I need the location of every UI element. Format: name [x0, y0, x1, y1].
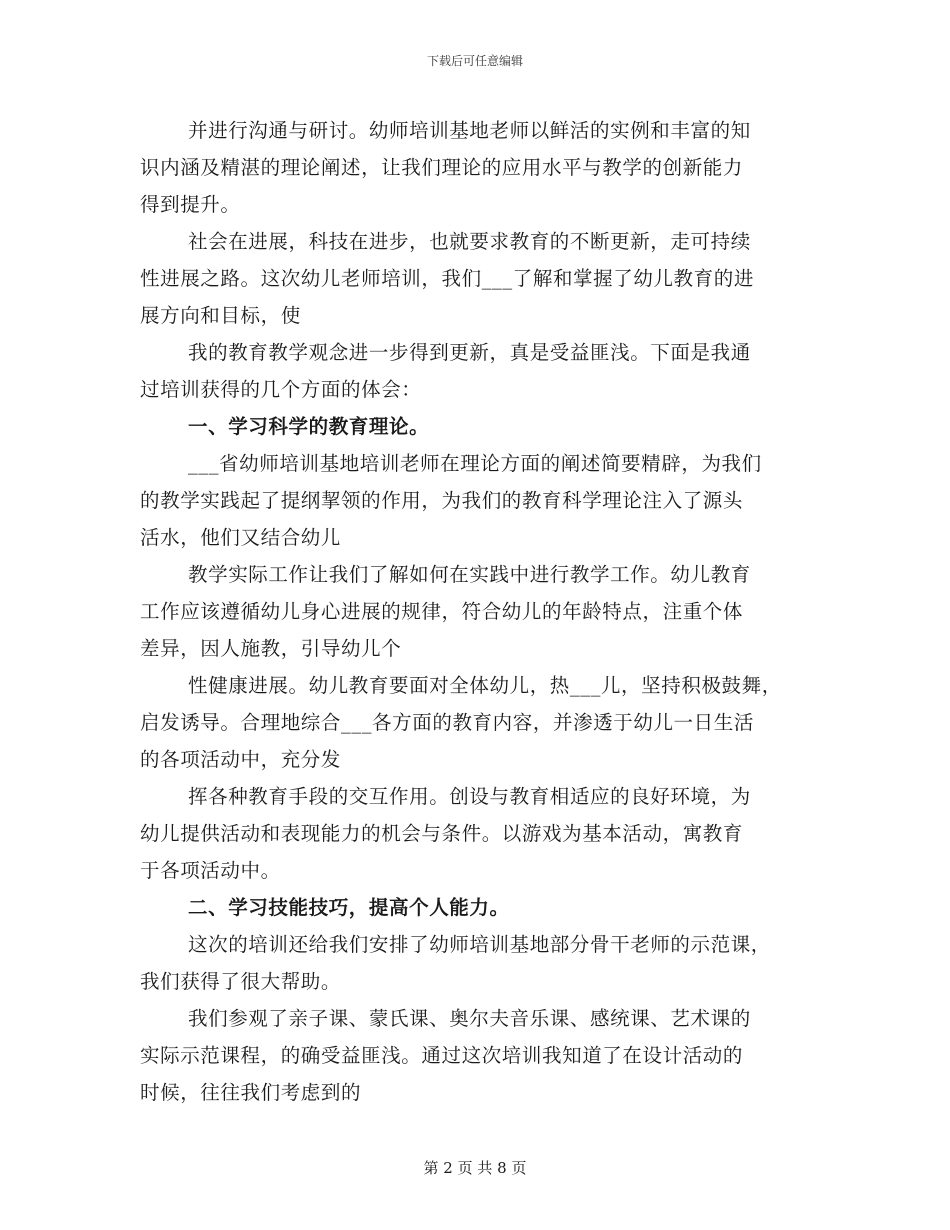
text-line: 活水，他们又结合幼儿	[140, 526, 342, 549]
text-line: 性健康进展。幼儿教育要面对全体幼儿，热___儿，坚持积极鼓舞，	[188, 674, 782, 697]
page-footer: 第 2 页 共 8 页	[423, 1159, 527, 1177]
text-line: 性进展之路。这次幼儿老师培训，我们___了解和掌握了幼儿教育的进	[140, 267, 754, 290]
text-line: 我的教育教学观念进一步得到更新，真是受益匪浅。下面是我通	[188, 341, 751, 364]
text-line: 启发诱导。合理地综合___各方面的教育内容，并渗透于幼儿一日生活	[140, 711, 754, 734]
text-line: 这次的培训还给我们安排了幼师培训基地部分骨干老师的示范课，	[188, 933, 771, 956]
text-line: 时候，往往我们考虑到的	[140, 1081, 362, 1104]
text-line: 我们参观了亲子课、蒙氏课、奥尔夫音乐课、感统课、艺术课的	[188, 1007, 751, 1030]
text-line: 过培训获得的几个方面的体会：	[140, 378, 422, 401]
text-line: 我们获得了很大帮助。	[140, 970, 342, 993]
text-line: 幼儿提供活动和表现能力的机会与条件。以游戏为基本活动，寓教育	[140, 822, 744, 845]
text-line: 差异，因人施教，引导幼儿个	[140, 637, 402, 660]
text-line: 实际示范课程，的确受益匪浅。通过这次培训我知道了在设计活动的	[140, 1044, 744, 1067]
body-text	[140, 112, 820, 1111]
text-line: 的各项活动中，充分发	[140, 748, 342, 771]
text-line: 于各项活动中。	[140, 859, 281, 882]
page-header: 下载后可任意编辑	[426, 54, 523, 68]
text-line: 得到提升。	[140, 193, 241, 216]
text-line: 挥各种教育手段的交互作用。创设与教育相适应的良好环境，为	[188, 785, 751, 808]
text-line: 社会在进展，科技在进步，也就要求教育的不断更新，走可持续	[188, 230, 751, 253]
text-line: 识内涵及精湛的理论阐述，让我们理论的应用水平与教学的创新能力	[140, 156, 744, 179]
text-line: 展方向和目标，使	[140, 304, 301, 327]
section-heading: 二、学习技能技巧，提高个人能力。	[188, 896, 510, 919]
text-line: 的教学实践起了提纲挈领的作用，为我们的教育科学理论注入了源头	[140, 489, 744, 512]
text-line: 教学实际工作让我们了解如何在实践中进行教学工作。幼儿教育	[188, 563, 751, 586]
text-line: 工作应该遵循幼儿身心进展的规律，符合幼儿的年龄特点，注重个体	[140, 600, 744, 623]
text-line: 并进行沟通与研讨。幼师培训基地老师以鲜活的实例和丰富的知	[188, 119, 751, 142]
text-line: ___省幼师培训基地培训老师在理论方面的阐述简要精辟，为我们	[188, 452, 762, 475]
section-heading: 一、学习科学的教育理论。	[188, 415, 430, 438]
